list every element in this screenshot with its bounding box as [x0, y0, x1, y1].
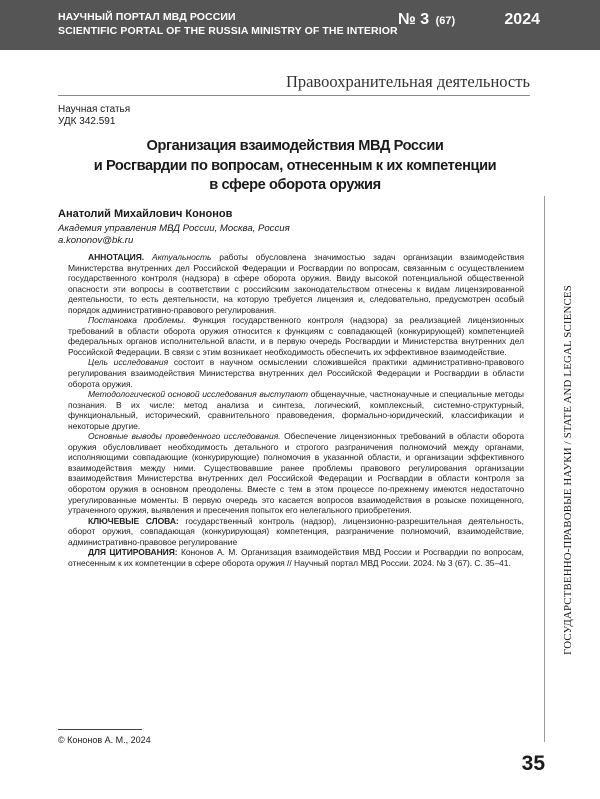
udk-code: УДК 342.591	[58, 116, 116, 127]
method-text: общенаучные, частнонаучные и специальные методы познания. В их числе: метод анализа и синтеза, логический, комплексный, системно-структурный, функциональный, исторический, сравнительного правоведения, формально-юридический, классификации и некоторые другие.	[68, 389, 524, 431]
problem-text: Функция государственного контроля (надзора) за реализацией лицензионных требований в области оборота оружия относится к функциям с совпадающей (конкурирующей) компетенцией федеральных органов исполнительной власти, и в первую очередь Росгвардии и Министерства внутренних дел Российской Федерации. В связи с этим возникает необходимость обеспечить их эффективное взаимодействие.	[68, 315, 524, 357]
footnote-divider	[58, 729, 142, 730]
title-line: Организация взаимодействия МВД России	[146, 138, 444, 154]
keywords-text: государственный контроль (надзор), лицензионно-разрешительная деятельность, оборот оружия, совпадающая (конкурирующая) компетенция, разграничение полномочий, взаимодействие, административно-правовое регулирование	[68, 515, 524, 547]
side-divider	[544, 196, 545, 742]
journal-name-en: SCIENTIFIC PORTAL OF THE RUSSIA MINISTRY OF THE INTERIOR	[58, 25, 398, 37]
issue-info	[398, 11, 558, 35]
section-title: Правоохранительная деятельность	[285, 72, 530, 91]
citation-paragraph	[68, 547, 524, 568]
goal-text: состоит в научном осмыслении сложившейся практики административно-правового регулирования взаимодействия Министерства внутренних дел Российской Федерации и Росгвардии в области оборота оружия.	[68, 357, 524, 389]
title-line: и Росгвардии по вопросам, отнесенным к их компетенции	[93, 157, 497, 174]
abstract-paragraph	[68, 357, 524, 389]
issue-total-number: (67)	[435, 15, 456, 27]
copyright-note: © Кононов А. М., 2024	[58, 735, 151, 745]
results-text: Обеспечение лицензионных требований в области оборота оружия обусловливает необходимость детального и строгого разграничения полномочий между органами, исполняющими совпадающие (конкурирующие) полномочия в указанной области, и организации эффективного взаимодействия между ними. Существовавшие ранее проблемы правового регулирования организации взаимодействия Министерства внутренних дел Российской Федерации и Росгвардии в области контроля за оборотом оружия в основном преодолены. Вместе с тем в этом процессе по-прежнему имеются недостаточно урегулированные моменты. В первую очередь это касается вопросов взаимодействия в розыске похищенного, утраченного оружия, выявления и пресечения попыток его нелегального приобретения.	[68, 431, 524, 516]
results-lead: Основные выводы проведенного исследования.	[88, 431, 281, 442]
problem-lead: Постановка проблемы.	[88, 315, 186, 326]
abstract-paragraph	[68, 252, 524, 315]
title-line: в сфере оборота оружия	[209, 177, 381, 193]
abstract-paragraph	[68, 389, 524, 431]
abstract-label: АННОТАЦИЯ.	[88, 252, 145, 262]
side-rubric-text: ГОСУДАРСТВЕННО-ПРАВОВЫЕ НАУКИ / STATE AND LEGAL SCIENCES	[562, 285, 574, 655]
issue-year: 2024	[504, 11, 540, 28]
keywords-paragraph	[68, 516, 524, 548]
author-email[interactable]: a.kononov@bk.ru	[58, 235, 134, 246]
abstract-paragraph	[68, 431, 524, 515]
goal-lead: Цель исследования	[88, 357, 169, 368]
keywords-label: КЛЮЧЕВЫЕ СЛОВА:	[88, 515, 179, 526]
journal-header	[0, 0, 600, 50]
author-name: Анатолий Михайлович Кононов	[58, 208, 233, 220]
abstract-block	[68, 252, 524, 568]
method-lead: Методологической основой исследования выступают	[88, 389, 308, 400]
citation-text: Кононов А. М. Организация взаимодействия МВД России и Росгвардии по вопросам, отнесенным к их компетенции в сфере оборота оружия // Научный портал МВД России. 2024. № 3 (67). С. 35–41.	[68, 547, 524, 568]
article-type: Научная статья	[58, 104, 131, 115]
author-affiliation: Академия управления МВД России, Москва, Россия	[58, 223, 290, 234]
page-number: 35	[521, 752, 545, 775]
section-divider	[58, 95, 530, 96]
relevance-lead: Актуальность	[151, 252, 212, 262]
issue-number: № 3	[398, 11, 430, 28]
journal-name-ru: НАУЧНЫЙ ПОРТАЛ МВД РОССИИ	[58, 11, 236, 23]
relevance-text: работы обусловлена значимостью задач организации взаимодействия Министерства внутренних дел Российской Федерации и Росгвардии по вопросам, связанным с осуществлением государственного контроля (надзора) в сфере оборота оружия. Ввиду высокой потенциальной общественной опасности эти вопросы в соответствии с российским законодательством отнесены к видам лицензированной деятельности, то есть деятельности, на которую требуется лицензия и, следовательно, предусмотрен особый порядок административно-правового регулирования.	[68, 252, 525, 315]
citation-label: ДЛЯ ЦИТИРОВАНИЯ:	[88, 547, 178, 558]
article-title	[80, 137, 510, 196]
abstract-paragraph	[68, 315, 524, 357]
journal-name-block	[58, 10, 428, 38]
